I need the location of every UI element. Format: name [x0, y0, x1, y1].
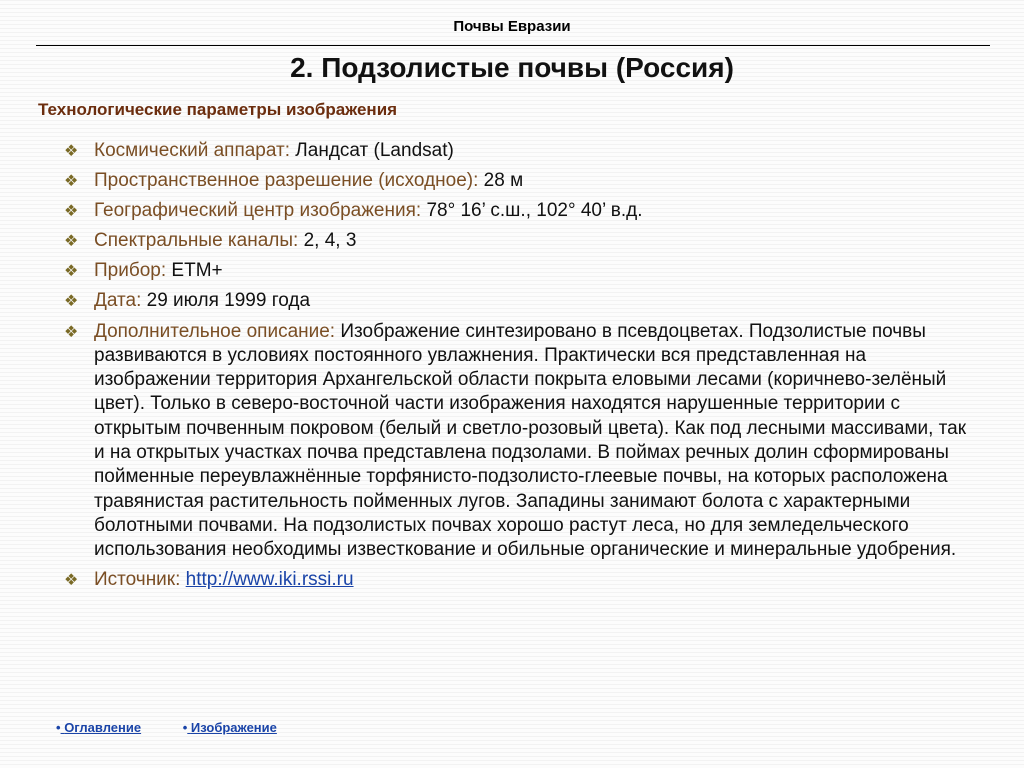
- bullet-icon: ❖: [64, 141, 79, 160]
- param-value: Изображение синтезировано в псевдоцветах. Подзолистые почвы развиваются в условиях постоянного увлажнения. Практически вся представленная на изображении территория Архангельской области покрыта еловыми лесами (коричнево-зелёный цвет). Только в северо-восточной части изображения находятся нарушенные территории с открытым почвенным покровом (белый и светло-розовый цвета). Как под лесными массивами, так и на открытых участках почва представлена подзолами. В поймах речных долин сформированы пойменные переувлажнённые торфянисто-подзолисто-глеевые почвы, на которых расположена травянистая растительность пойменных лугов. Западины занимают болота с характерными болотными почвами. На подзолистых почвах хорошо растут леса, но для земледельческого использования необходимы известкование и обильные органические и минеральные удобрения.: [94, 320, 967, 561]
- param-value: ETM+: [166, 260, 223, 282]
- nav-link-label: Оглавление: [64, 720, 142, 735]
- param-value: 29 июля 1999 года: [141, 290, 311, 312]
- param-value: 78° 16’ с.ш., 102° 40’ в.д.: [421, 200, 643, 222]
- param-label: Дата:: [94, 290, 142, 312]
- nav-bullet: •: [56, 720, 61, 735]
- list-item-description: [64, 320, 974, 563]
- bullet-icon: ❖: [64, 321, 79, 341]
- bullet-icon: ❖: [64, 201, 79, 221]
- list-item-geo-center: [64, 199, 974, 223]
- bullet-icon: ❖: [64, 261, 79, 281]
- nav-bullet: •: [182, 720, 188, 735]
- nav-link-label: Изображение: [190, 720, 277, 735]
- nav-link-contents[interactable]: [56, 720, 141, 735]
- list-item-resolution: [64, 169, 974, 193]
- param-label: Дополнительное описание:: [94, 320, 336, 342]
- nav-link-image[interactable]: [183, 720, 277, 735]
- section-subtitle: Технологические параметры изображения: [38, 100, 398, 119]
- footer-navigation: [56, 720, 277, 735]
- list-item-spacecraft: [64, 139, 974, 163]
- param-label: Источник:: [94, 569, 181, 591]
- list-item-source: [64, 568, 974, 592]
- bullet-icon: ❖: [64, 171, 79, 191]
- param-value: 28 м: [478, 170, 524, 192]
- list-item-date: [64, 289, 974, 313]
- param-label: Спектральные каналы:: [94, 230, 299, 252]
- param-label: Пространственное разрешение (исходное):: [94, 170, 479, 192]
- list-item-spectral-channels: [64, 229, 974, 253]
- parameter-list: [64, 139, 974, 598]
- bullet-icon: ❖: [64, 231, 79, 251]
- param-value: 2, 4, 3: [298, 230, 357, 252]
- param-value: Ландсат (Landsat): [290, 140, 454, 161]
- page-title: 2. Подзолистые почвы (Россия): [290, 52, 734, 83]
- source-link[interactable]: http://www.iki.rssi.ru: [185, 569, 354, 591]
- param-label: Прибор:: [94, 260, 167, 282]
- header-title: Почвы Евразии: [453, 18, 571, 35]
- bullet-icon: ❖: [64, 570, 79, 590]
- list-item-instrument: [64, 259, 974, 283]
- param-label: Географический центр изображения:: [94, 200, 422, 222]
- bullet-icon: ❖: [64, 291, 79, 311]
- param-label: Космический аппарат:: [94, 140, 291, 161]
- header-divider: [36, 45, 990, 46]
